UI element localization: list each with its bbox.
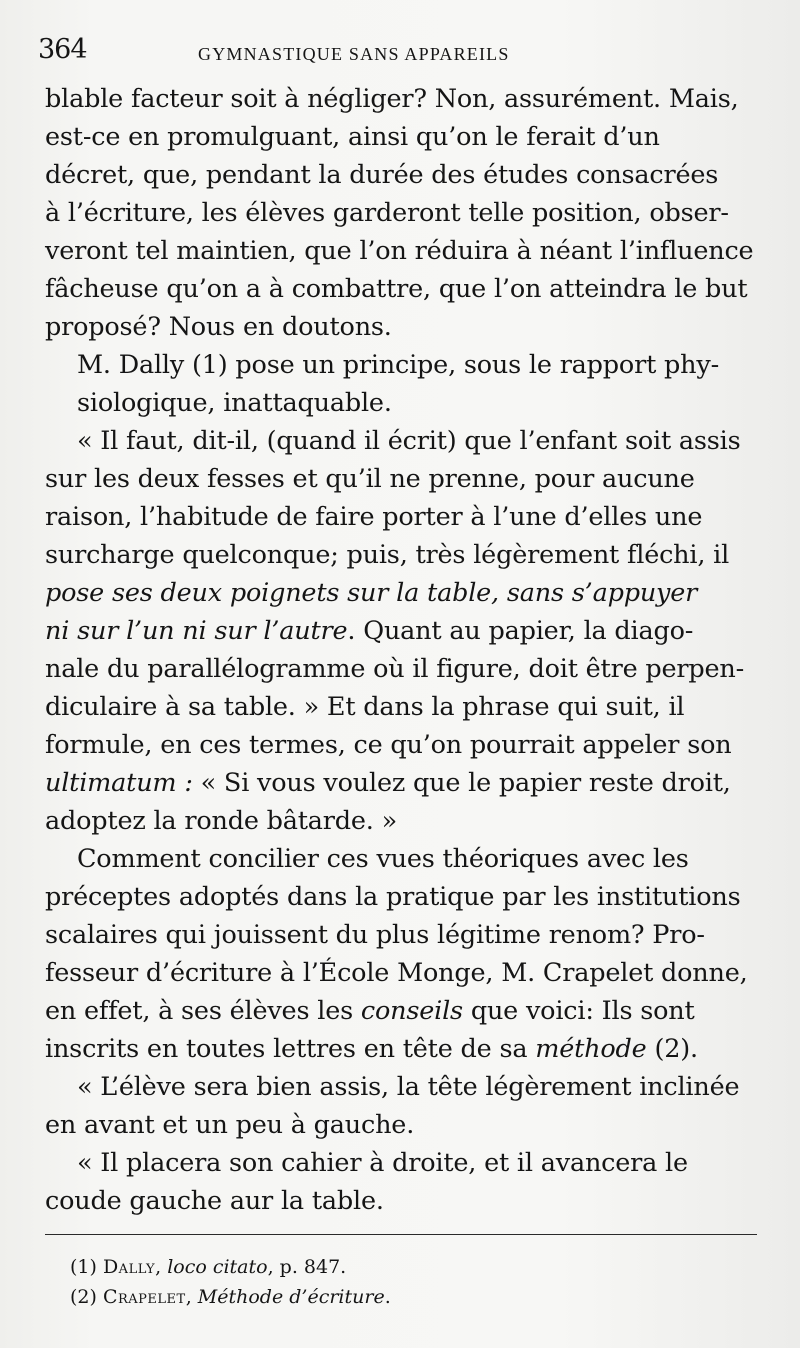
text-line: décret, que, pendant la durée des études consacrées — [45, 160, 719, 190]
paragraph-3 — [45, 422, 761, 840]
page-number: 364 — [38, 34, 87, 65]
text-line: surcharge quelconque; puis, très légèrement fléchi, il — [45, 540, 730, 570]
text-line: diculaire à sa table. » Et dans la phrase qui suit, il — [45, 692, 685, 722]
text-line: proposé? Nous en doutons. — [45, 312, 392, 342]
footnote-author: Crapelet — [102, 1286, 186, 1308]
body-text — [45, 80, 761, 1220]
italic-text: conseils — [360, 996, 463, 1026]
italic-text: ultimatum : — [45, 768, 193, 798]
footnote-author: Dally — [102, 1256, 156, 1278]
text-line — [45, 1030, 761, 1068]
text-span: inscrits en toutes lettres en tête de sa — [45, 1034, 536, 1064]
italic-text: méthode — [535, 1034, 647, 1064]
footnote-2 — [70, 1282, 760, 1312]
text-line: fesseur d’écriture à l’École Monge, M. Crapelet donne, — [45, 958, 748, 988]
footnote-divider — [45, 1234, 757, 1235]
footnotes — [70, 1252, 760, 1312]
text-line: veront tel maintien, que l’on réduira à néant l’influence — [45, 236, 754, 266]
text-line: Comment concilier ces vues théoriques avec les — [77, 844, 689, 874]
text-span: « Si vous voulez que le papier reste droit, — [192, 768, 731, 798]
text-line: adoptez la ronde bâtarde. » — [45, 806, 398, 836]
text-span: , — [155, 1256, 168, 1278]
text-span: en effet, à ses élèves les — [45, 996, 361, 1026]
text-line: en avant et un peu à gauche. — [45, 1110, 415, 1140]
text-line — [45, 764, 761, 802]
text-line: siologique, inattaquable. — [77, 388, 392, 418]
text-span: . Quant au papier, la diago- — [347, 616, 694, 646]
italic-text: ni sur l’un ni sur l’autre — [45, 616, 348, 646]
text-line: fâcheuse qu’on a à combattre, que l’on atteindra le but — [45, 274, 748, 304]
running-title: GYMNASTIQUE SANS APPAREILS — [198, 44, 510, 64]
text-line: préceptes adoptés dans la pratique par les institutions — [45, 882, 741, 912]
text-span: que voici: Ils sont — [462, 996, 695, 1026]
paragraph-1 — [45, 80, 761, 346]
footnote-title: loco citato — [167, 1256, 268, 1278]
text-line: coude gauche aur la table. — [45, 1186, 384, 1216]
text-line: scalaires qui jouissent du plus légitime renom? Pro- — [45, 920, 705, 950]
footnote-title: Méthode d’écriture — [197, 1286, 385, 1308]
text-line — [45, 612, 761, 650]
italic-text: sans s’appuyer — [506, 578, 698, 608]
footnote-number: (2) — [70, 1286, 103, 1308]
text-span: , p. 847. — [267, 1256, 347, 1278]
text-line: M. Dally (1) pose un principe, sous le rapport phy- — [77, 350, 719, 380]
text-line: nale du parallélogramme où il figure, doit être perpen- — [45, 654, 745, 684]
text-span: (2). — [646, 1034, 698, 1064]
text-line: « Il placera son cahier à droite, et il avancera le — [77, 1148, 688, 1178]
text-line: à l’écriture, les élèves garderont telle position, obser- — [45, 198, 729, 228]
footnote-1 — [70, 1252, 760, 1282]
text-line: « Il faut, dit-il, (quand il écrit) que l’enfant soit assis — [77, 426, 741, 456]
footnote-number: (1) — [70, 1256, 103, 1278]
page-header — [38, 34, 758, 74]
text-line: raison, l’habitude de faire porter à l’une d’elles une — [45, 502, 703, 532]
paragraph-5 — [45, 1068, 761, 1144]
text-line: formule, en ces termes, ce qu’on pourrait appeler son — [45, 730, 732, 760]
text-line — [45, 574, 761, 612]
paragraph-2 — [45, 346, 761, 422]
text-line: est-ce en promulguant, ainsi qu’on le ferait d’un — [45, 122, 660, 152]
paragraph-6 — [45, 1144, 761, 1220]
text-line — [45, 992, 761, 1030]
paragraph-4 — [45, 840, 761, 1068]
text-line: blable facteur soit à négliger? Non, assurément. Mais, — [45, 84, 739, 114]
text-span: . — [384, 1286, 391, 1308]
text-span: , — [185, 1286, 198, 1308]
text-line: sur les deux fesses et qu’il ne prenne, pour aucune — [45, 464, 695, 494]
italic-text: pose ses deux poignets sur la table, — [45, 578, 499, 608]
text-line: « L’élève sera bien assis, la tête légèrement inclinée — [77, 1072, 740, 1102]
